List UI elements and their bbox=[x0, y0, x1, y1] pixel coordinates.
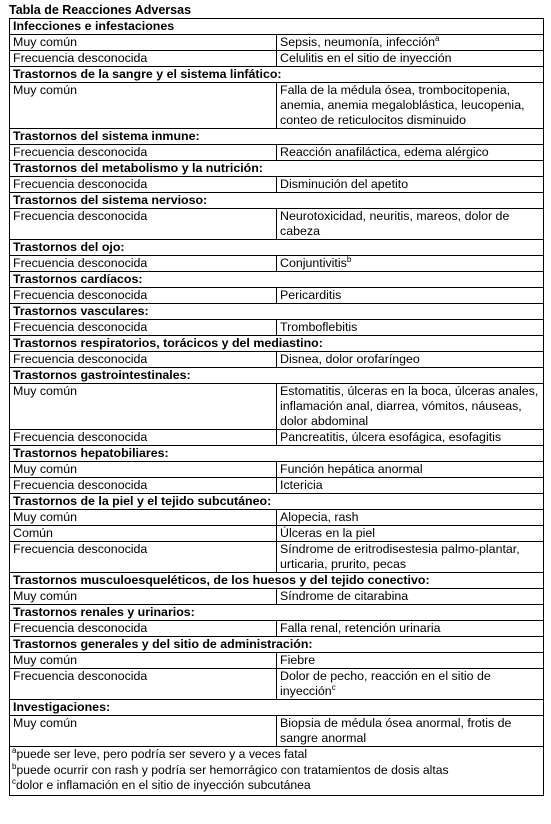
footnote-marker: a bbox=[434, 33, 440, 43]
reaction-cell bbox=[277, 256, 544, 272]
table-row bbox=[10, 51, 544, 67]
table-row bbox=[10, 430, 544, 446]
reaction-text: Pancreatitis, úlcera esofágica, esofagitis bbox=[280, 430, 502, 444]
reaction-text: Fiebre bbox=[280, 653, 316, 667]
table-row bbox=[10, 83, 544, 129]
reaction-cell bbox=[277, 430, 544, 446]
section-header-row bbox=[10, 19, 544, 35]
section-heading: Investigaciones: bbox=[10, 700, 544, 716]
table-row bbox=[10, 320, 544, 336]
reaction-cell bbox=[277, 669, 544, 700]
footnote bbox=[12, 778, 543, 794]
section-heading: Trastornos del ojo: bbox=[10, 240, 544, 256]
frequency-cell: Frecuencia desconocida bbox=[10, 177, 277, 193]
section-heading: Infecciones e infestaciones bbox=[10, 19, 544, 35]
footnote-text: dolor e inflamación en el sitio de inyección subcutánea bbox=[16, 778, 311, 792]
reaction-text: Falla renal, retención urinaria bbox=[280, 621, 441, 635]
reaction-cell bbox=[277, 510, 544, 526]
reaction-cell bbox=[277, 478, 544, 494]
frequency-cell: Frecuencia desconocida bbox=[10, 669, 277, 700]
footnote bbox=[12, 747, 543, 763]
footnote-mark: b bbox=[12, 761, 17, 771]
reaction-text: Falla de la médula ósea, trombocitopenia, anemia, anemia megaloblástica, leucopenia, conteo de reticulocitos disminuido bbox=[280, 83, 525, 127]
footnote-text: puede ocurrir con rash y podría ser hemorrágico con tratamientos de dosis altas bbox=[16, 762, 449, 777]
frequency-cell: Frecuencia desconocida bbox=[10, 256, 277, 272]
frequency-cell: Muy común bbox=[10, 716, 277, 747]
frequency-cell: Frecuencia desconocida bbox=[10, 478, 277, 494]
section-heading: Trastornos cardíacos: bbox=[10, 272, 544, 288]
table-row bbox=[10, 653, 544, 669]
section-heading: Trastornos hepatobiliares: bbox=[10, 446, 544, 462]
frequency-cell: Común bbox=[10, 526, 277, 542]
reaction-text: Pericarditis bbox=[280, 288, 342, 302]
section-heading: Trastornos generales y del sitio de administración: bbox=[10, 637, 544, 653]
reaction-cell bbox=[277, 209, 544, 240]
reaction-text: Síndrome de citarabina bbox=[280, 589, 409, 603]
table-row bbox=[10, 209, 544, 240]
footnote-marker: c bbox=[331, 682, 336, 692]
frequency-cell: Frecuencia desconocida bbox=[10, 209, 277, 240]
frequency-cell: Muy común bbox=[10, 83, 277, 129]
section-header-row bbox=[10, 700, 544, 716]
table-row bbox=[10, 256, 544, 272]
section-header-row bbox=[10, 605, 544, 621]
reaction-text: Conjuntivitis bbox=[280, 256, 347, 270]
section-heading: Trastornos del metabolismo y la nutrición: bbox=[10, 161, 544, 177]
frequency-cell: Frecuencia desconocida bbox=[10, 352, 277, 368]
reaction-cell bbox=[277, 462, 544, 478]
section-header-row bbox=[10, 494, 544, 510]
table-row bbox=[10, 352, 544, 368]
footnote bbox=[12, 763, 543, 779]
section-heading: Trastornos de la sangre y el sistema linfático: bbox=[10, 67, 544, 83]
table-row bbox=[10, 462, 544, 478]
footnotes bbox=[10, 747, 544, 796]
reaction-text: Reacción anafiláctica, edema alérgico bbox=[280, 145, 489, 159]
reaction-text: Tromboflebitis bbox=[280, 320, 358, 334]
section-header-row bbox=[10, 193, 544, 209]
section-heading: Trastornos renales y urinarios: bbox=[10, 605, 544, 621]
reaction-text: Úlceras en la piel bbox=[280, 526, 376, 540]
frequency-cell: Frecuencia desconocida bbox=[10, 288, 277, 304]
reaction-text: Función hepática anormal bbox=[280, 462, 423, 476]
frequency-cell: Muy común bbox=[10, 510, 277, 526]
reaction-cell bbox=[277, 177, 544, 193]
reaction-text: Disminución del apetito bbox=[280, 177, 409, 191]
table-row bbox=[10, 384, 544, 430]
reaction-cell bbox=[277, 83, 544, 129]
section-header-row bbox=[10, 637, 544, 653]
footnote-mark: a bbox=[12, 745, 17, 755]
table-row bbox=[10, 478, 544, 494]
footnote-marker: b bbox=[346, 254, 352, 264]
reaction-cell bbox=[277, 653, 544, 669]
reaction-cell bbox=[277, 384, 544, 430]
reaction-cell bbox=[277, 621, 544, 637]
section-heading: Trastornos vasculares: bbox=[10, 304, 544, 320]
reaction-text: Celulitis en el sitio de inyección bbox=[280, 51, 452, 65]
reaction-cell bbox=[277, 526, 544, 542]
reaction-text: Dolor de pecho, reacción en el sitio de inyección bbox=[280, 669, 491, 698]
frequency-cell: Muy común bbox=[10, 35, 277, 51]
document bbox=[9, 2, 544, 796]
reaction-cell bbox=[277, 352, 544, 368]
table-row bbox=[10, 589, 544, 605]
section-heading: Trastornos gastrointestinales: bbox=[10, 368, 544, 384]
section-header-row bbox=[10, 304, 544, 320]
table-row bbox=[10, 288, 544, 304]
section-header-row bbox=[10, 573, 544, 589]
reaction-text: Disnea, dolor orofaríngeo bbox=[280, 352, 420, 366]
reaction-cell bbox=[277, 145, 544, 161]
reaction-text: Sepsis, neumonía, infección bbox=[280, 35, 435, 49]
section-heading: Trastornos musculoesqueléticos, de los huesos y del tejido conectivo: bbox=[10, 573, 544, 589]
table-row bbox=[10, 716, 544, 747]
table-row bbox=[10, 542, 544, 573]
reaction-cell bbox=[277, 320, 544, 336]
reaction-text: Biopsia de médula ósea anormal, frotis de sangre anormal bbox=[280, 716, 512, 745]
adverse-reactions-table bbox=[9, 18, 544, 796]
section-heading: Trastornos de la piel y el tejido subcutáneo: bbox=[10, 494, 544, 510]
footnote-mark: c bbox=[12, 776, 16, 786]
table-row bbox=[10, 621, 544, 637]
frequency-cell: Frecuencia desconocida bbox=[10, 542, 277, 573]
frequency-cell: Frecuencia desconocida bbox=[10, 320, 277, 336]
section-header-row bbox=[10, 161, 544, 177]
section-heading: Trastornos del sistema nervioso: bbox=[10, 193, 544, 209]
section-header-row bbox=[10, 446, 544, 462]
frequency-cell: Frecuencia desconocida bbox=[10, 51, 277, 67]
reaction-cell bbox=[277, 542, 544, 573]
footnotes-row bbox=[10, 747, 544, 796]
reaction-cell bbox=[277, 288, 544, 304]
frequency-cell: Muy común bbox=[10, 589, 277, 605]
section-heading: Trastornos del sistema inmune: bbox=[10, 129, 544, 145]
section-header-row bbox=[10, 336, 544, 352]
section-header-row bbox=[10, 67, 544, 83]
reaction-text: Síndrome de eritrodisestesia palmo-plantar, urticaria, prurito, pecas bbox=[280, 542, 520, 571]
frequency-cell: Muy común bbox=[10, 384, 277, 430]
frequency-cell: Frecuencia desconocida bbox=[10, 621, 277, 637]
section-header-row bbox=[10, 129, 544, 145]
reaction-text: Estomatitis, úlceras en la boca, úlceras anales, inflamación anal, diarrea, vómitos, náuseas, dolor abdominal bbox=[280, 384, 539, 428]
section-header-row bbox=[10, 240, 544, 256]
frequency-cell: Frecuencia desconocida bbox=[10, 430, 277, 446]
reaction-text: Alopecia, rash bbox=[280, 510, 359, 524]
reaction-cell bbox=[277, 716, 544, 747]
reaction-text: Neurotoxicidad, neuritis, mareos, dolor de cabeza bbox=[280, 209, 510, 238]
table-row bbox=[10, 526, 544, 542]
table-row bbox=[10, 35, 544, 51]
section-heading: Trastornos respiratorios, torácicos y del mediastino: bbox=[10, 336, 544, 352]
frequency-cell: Frecuencia desconocida bbox=[10, 145, 277, 161]
table-title: Tabla de Reacciones Adversas bbox=[9, 3, 192, 17]
reaction-cell bbox=[277, 51, 544, 67]
table-row bbox=[10, 510, 544, 526]
table-row bbox=[10, 145, 544, 161]
reaction-cell bbox=[277, 589, 544, 605]
section-header-row bbox=[10, 272, 544, 288]
footnote-text: puede ser leve, pero podría ser severo y a veces fatal bbox=[16, 747, 308, 761]
table-row bbox=[10, 669, 544, 700]
reaction-text: Ictericia bbox=[280, 478, 323, 492]
reaction-cell bbox=[277, 35, 544, 51]
frequency-cell: Muy común bbox=[10, 653, 277, 669]
section-header-row bbox=[10, 368, 544, 384]
table-row bbox=[10, 177, 544, 193]
frequency-cell: Muy común bbox=[10, 462, 277, 478]
